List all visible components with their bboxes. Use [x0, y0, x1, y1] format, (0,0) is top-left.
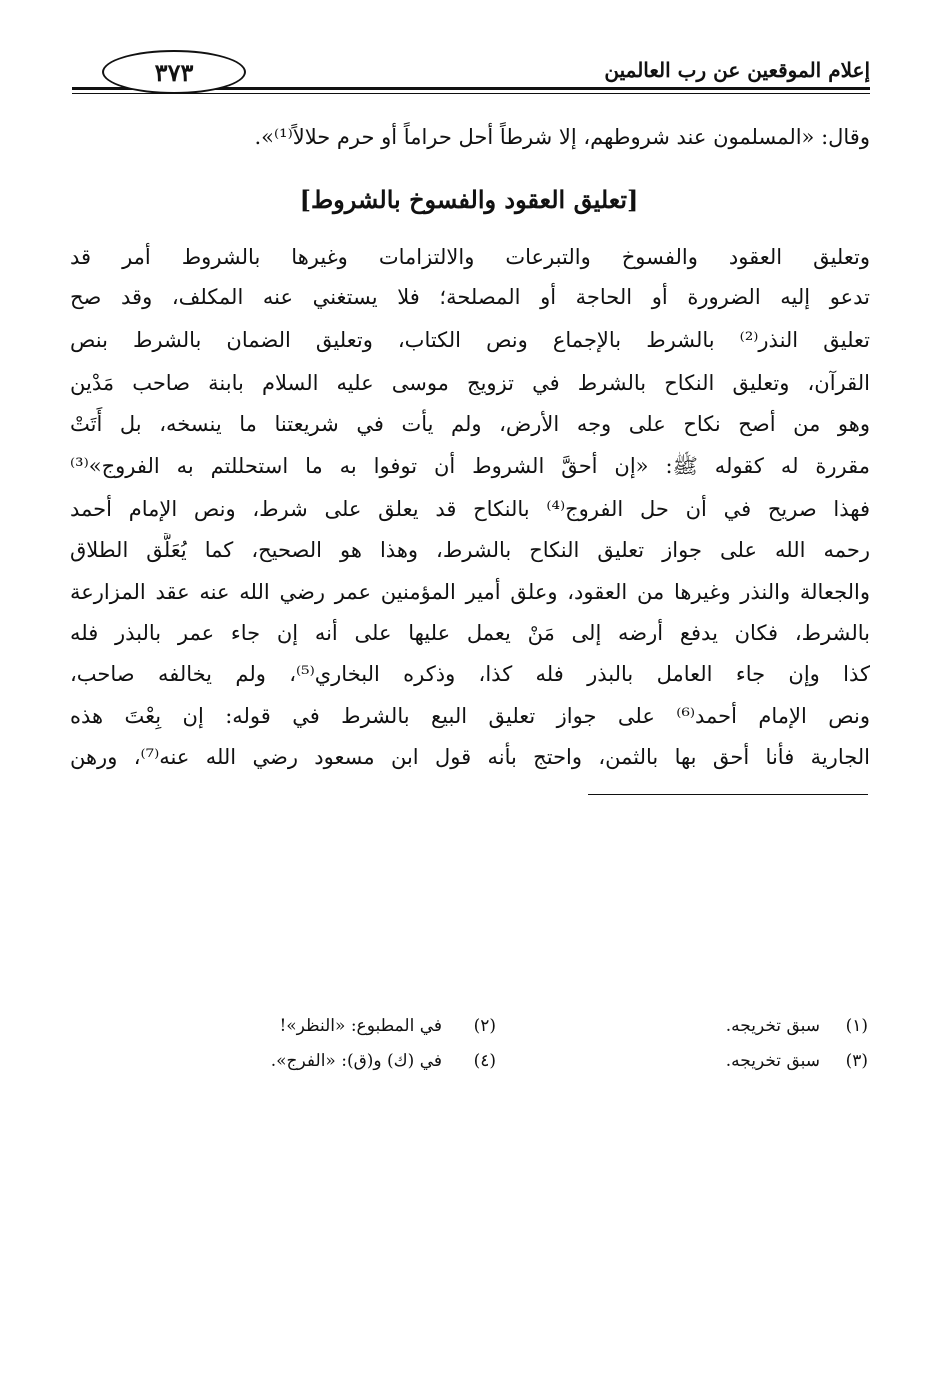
book-title: إعلام الموقعين عن رب العالمين	[604, 58, 870, 82]
footnote-1-text: سبق تخريجه.	[725, 1016, 820, 1036]
body-line: والجعالة والنذر وغيرها من العقود، وعلق أمير المؤمنين عمر رضي الله عنه عقد المزارعة	[70, 580, 870, 604]
footnote-4-text: في (ك) و(ق): «الفرج».	[270, 1051, 442, 1071]
body-line: فهذا صريح في أن حل الفروج⁽⁴⁾ بالنكاح قد يعلق على شرط، ونص الإمام أحمد	[70, 497, 870, 521]
running-header	[72, 50, 870, 100]
body-line: ونص الإمام أحمد⁽⁶⁾ على جواز تعليق البيع بالشرط في قوله: إن بِعْتَ هذه	[70, 704, 870, 728]
footnote-4-number: (٤)	[473, 1051, 496, 1071]
body-line: وهو من أصح نكاح على وجه الأرض، ولم يأت في شريعتنا ما ينسخه، بل أَتَتْ	[70, 412, 870, 436]
footnote-3-text: سبق تخريجه.	[725, 1051, 820, 1071]
body-line: القرآن، وتعليق النكاح بالشرط في تزويج موسى عليه السلام بابنة صاحب مَدْين	[70, 371, 870, 395]
page-number: ٣٧٣	[102, 50, 246, 94]
body-line: كذا وإن جاء العامل بالبذر فله كذا، وذكره البخاري⁽⁵⁾، ولم يخالفه صاحب،	[70, 662, 870, 686]
footnote-1-number: (١)	[845, 1016, 868, 1036]
body-line: وقال: «المسلمون عند شروطهم، إلا شرطاً أحل حراماً أو حرم حلالاً⁽¹⁾».	[254, 125, 870, 149]
body-line: بالشرط، فكان يدفع أرضه إلى مَنْ يعمل عليها على أنه إن جاء عمر بالبذر فله	[70, 621, 870, 645]
body-line: تدعو إليه الضرورة أو الحاجة أو المصلحة؛ فلا يستغني عنه المكلف، وقد صح	[70, 285, 870, 309]
body-line: الجارية فأنا أحق بها بالثمن، واحتج بأنه قول ابن مسعود رضي الله عنه⁽⁷⁾، ورهن	[70, 745, 870, 769]
section-heading: [تعليق العقود والفسوخ بالشروط]	[299, 185, 639, 214]
body-line: مقررة له كقوله ﷺ: «إن أحقَّ الشروط أن توفوا به ما استحللتم به الفروج»⁽³⁾	[70, 454, 870, 478]
footnote-3-number: (٣)	[845, 1051, 868, 1071]
body-line: تعليق النذر⁽²⁾ بالشرط بالإجماع ونص الكتاب، وتعليق الضمان بالشرط بنص	[70, 328, 870, 352]
footnote-2-text: في المطبوع: «النظر»!	[279, 1016, 442, 1036]
body-line: وتعليق العقود والفسوخ والتبرعات والالتزامات وغيرها بالشروط أمر قد	[70, 245, 870, 269]
body-line: رحمه الله على جواز تعليق النكاح بالشرط، وهذا هو الصحيح، كما يُعَلَّق الطلاق	[70, 538, 870, 562]
footnote-2-number: (٢)	[473, 1016, 496, 1036]
footnote-separator	[588, 794, 868, 795]
